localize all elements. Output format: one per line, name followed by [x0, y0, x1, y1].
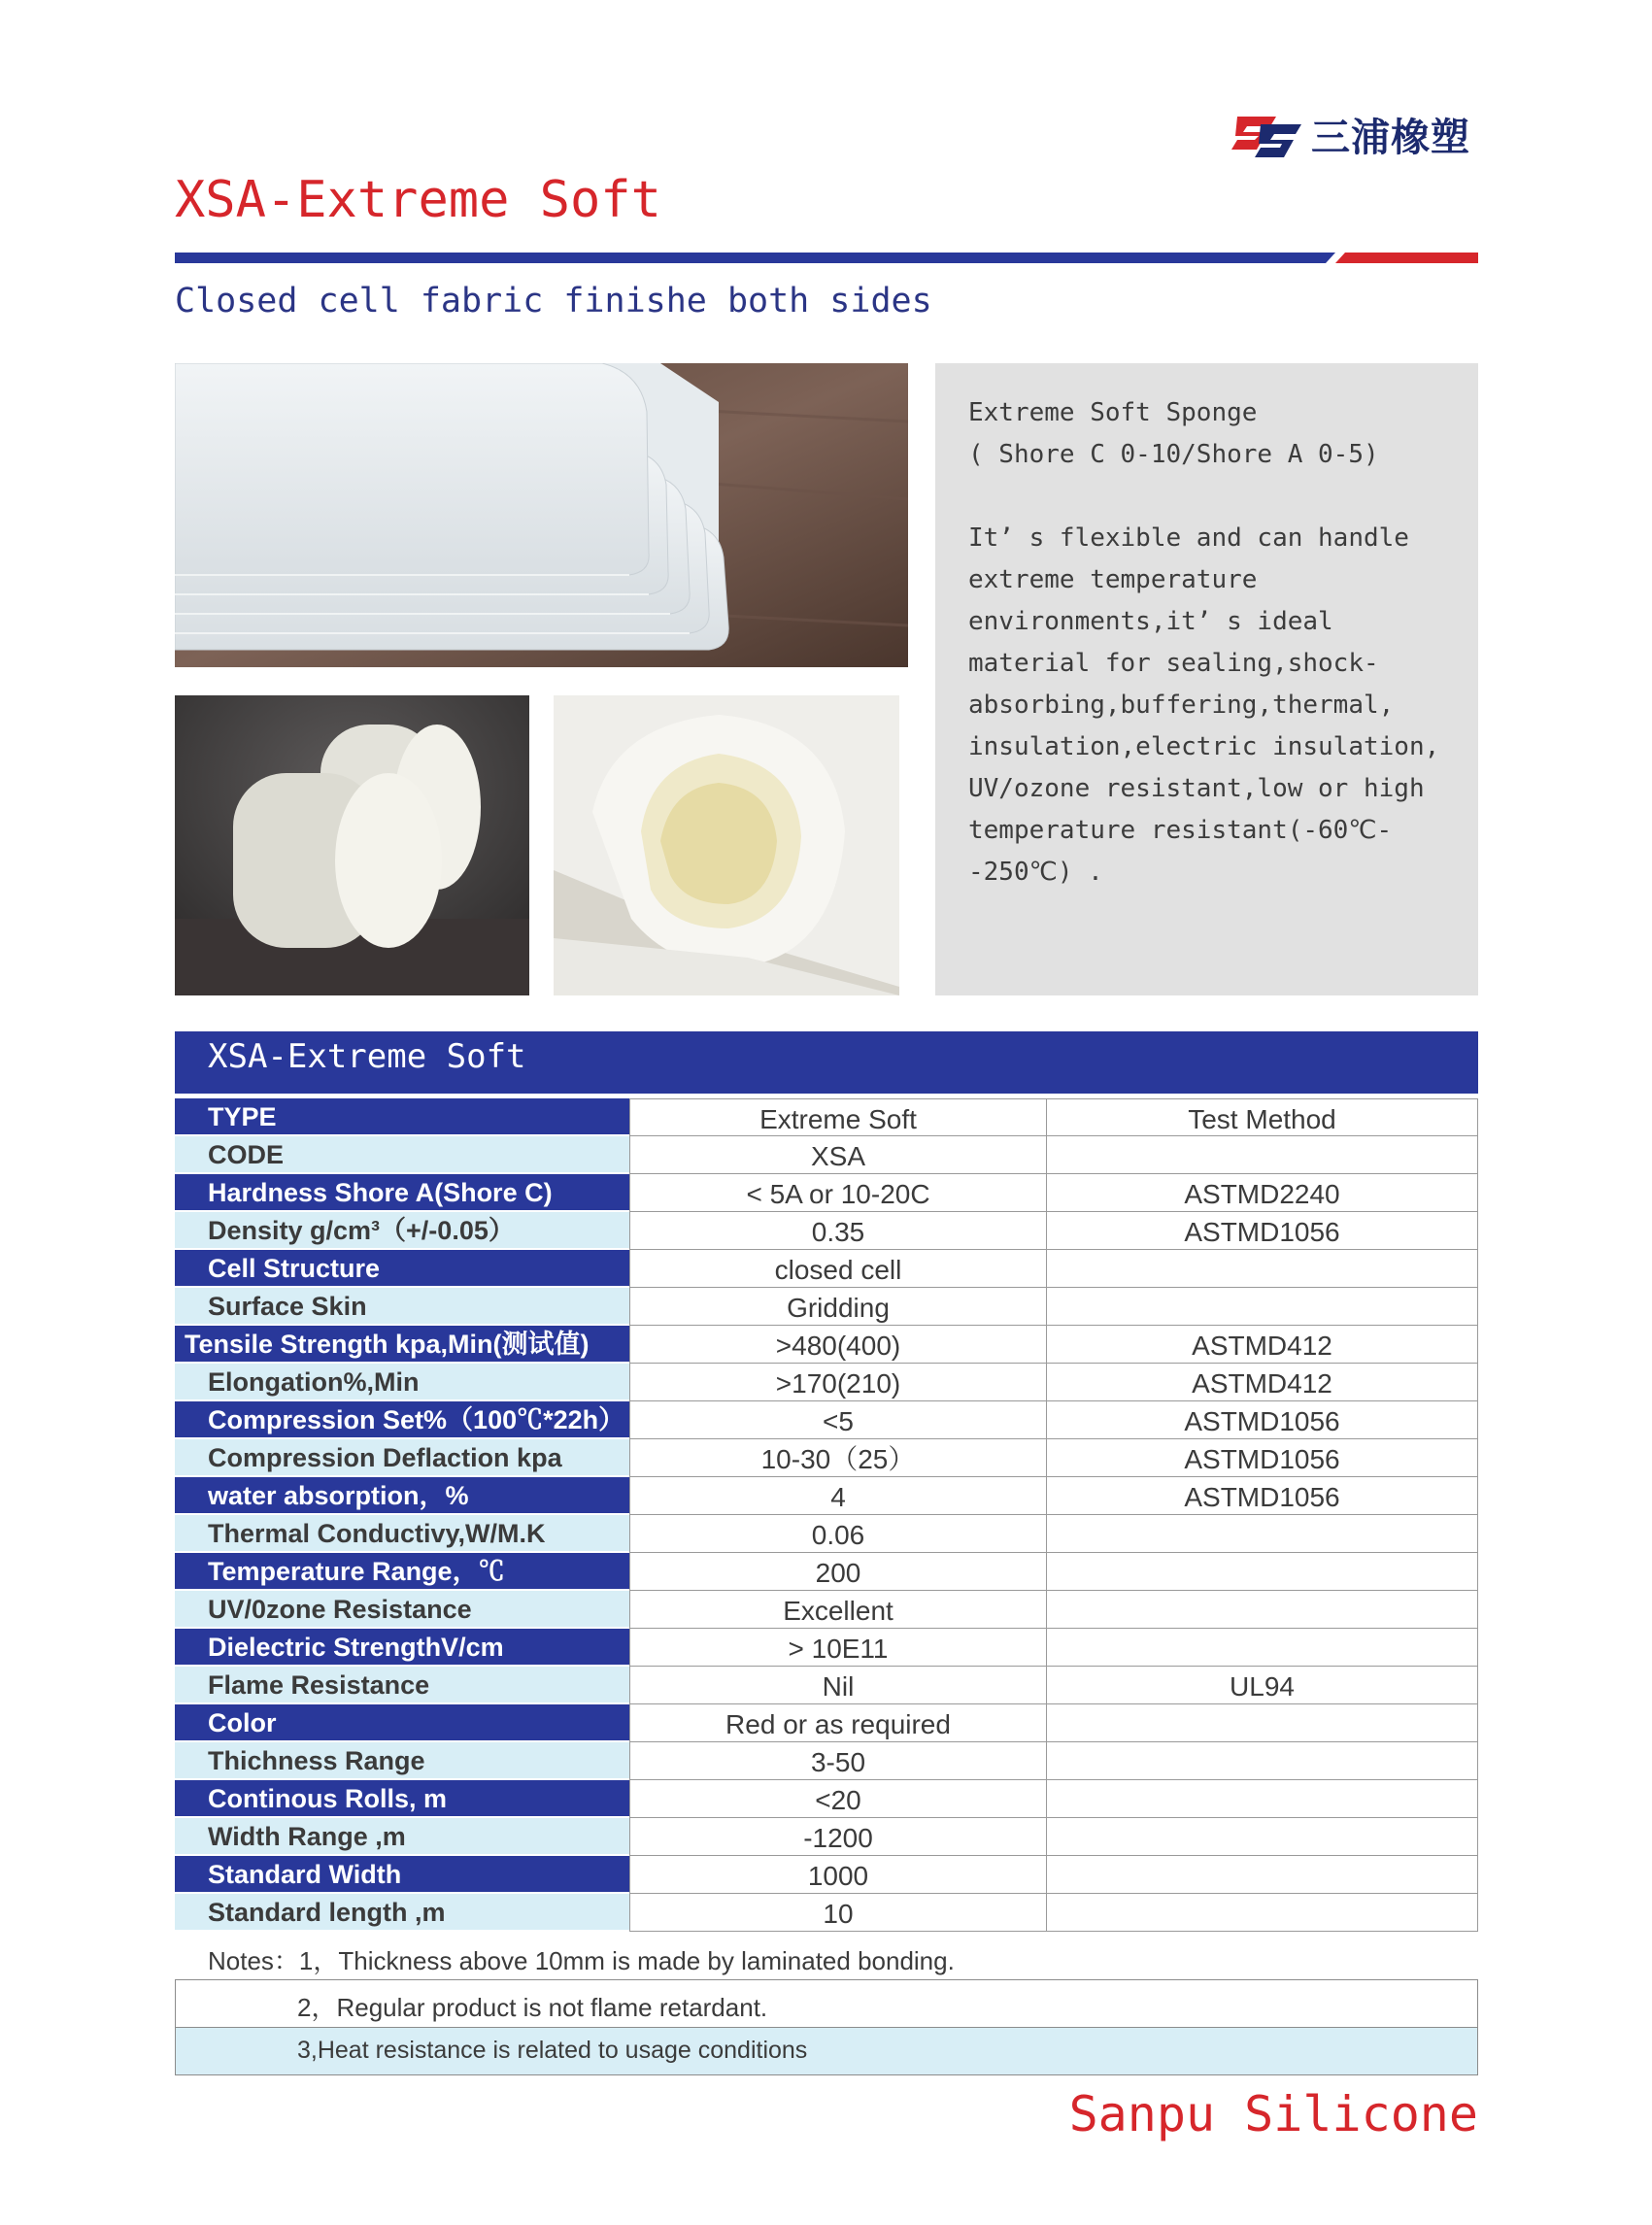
row-test-method — [1046, 1591, 1478, 1629]
row-value: Gridding — [629, 1288, 1046, 1326]
brand-logo — [1231, 105, 1470, 163]
row-test-method: ASTMD2240 — [1046, 1174, 1478, 1212]
row-test-method — [1046, 1856, 1478, 1894]
table-row — [175, 1629, 1478, 1667]
table-row — [175, 1742, 1478, 1780]
row-test-method — [1046, 1894, 1478, 1932]
table-row — [175, 1401, 1478, 1439]
row-test-method — [1046, 1742, 1478, 1780]
row-label: Color — [175, 1704, 629, 1740]
note-3: 3,Heat resistance is related to usage conditions — [297, 2037, 808, 2064]
brand-logo-text: 三浦橡塑 — [1311, 115, 1470, 160]
row-test-method: ASTMD412 — [1046, 1364, 1478, 1401]
row-label: Temperature Range，℃ — [175, 1553, 629, 1589]
table-row — [175, 1818, 1478, 1856]
table-row — [175, 1667, 1478, 1704]
row-label: Cell Structure — [175, 1250, 629, 1286]
table-row — [175, 1553, 1478, 1591]
row-label: TYPE — [175, 1098, 629, 1134]
row-label: Dielectric StrengthV/cm — [175, 1629, 629, 1665]
row-value: 4 — [629, 1477, 1046, 1515]
description-body: It’ s flexible and can handle extreme temperature environments,it’ s ideal material for sealing,shock-absorbing,buffering,thermal, insulation,electric insulation, UV/ozone resistant,low or high temperature resistant(-60℃--250℃) . — [968, 523, 1440, 887]
row-test-method: ASTMD1056 — [1046, 1401, 1478, 1439]
row-test-method — [1046, 1288, 1478, 1326]
row-label: Hardness Shore A(Shore C) — [175, 1174, 629, 1210]
title-divider — [175, 253, 1478, 263]
description-line-1: Extreme Soft Sponge — [968, 398, 1258, 427]
page-subtitle: Closed cell fabric finishe both sides — [175, 282, 932, 320]
spec-table-header — [175, 1031, 1478, 1094]
row-test-method — [1046, 1553, 1478, 1591]
row-label: Compression Deflaction kpa — [175, 1439, 629, 1475]
note-1: Notes：1，Thickness above 10mm is made by laminated bonding. — [208, 1946, 955, 1975]
row-test-method — [1046, 1629, 1478, 1667]
footer-brand: Sanpu Silicone — [1068, 2086, 1478, 2142]
table-row — [175, 1136, 1478, 1174]
row-value: < 5A or 10-20C — [629, 1174, 1046, 1212]
table-row — [175, 1780, 1478, 1818]
row-value: > 10E11 — [629, 1629, 1046, 1667]
table-row — [175, 1288, 1478, 1326]
spec-table — [175, 1098, 1478, 1932]
row-label: Elongation%,Min — [175, 1364, 629, 1399]
spec-table-title: XSA-Extreme Soft — [208, 1037, 526, 1076]
description-text — [968, 392, 1464, 893]
row-label: Standard Width — [175, 1856, 629, 1892]
row-value: Red or as required — [629, 1704, 1046, 1742]
row-label: Standard length ,m — [175, 1894, 629, 1930]
row-label: Density g/cm³（+/-0.05） — [175, 1212, 629, 1248]
row-test-method — [1046, 1704, 1478, 1742]
row-value: 10 — [629, 1894, 1046, 1932]
table-row — [175, 1591, 1478, 1629]
row-value: 3-50 — [629, 1742, 1046, 1780]
table-row — [175, 1364, 1478, 1401]
row-value: XSA — [629, 1136, 1046, 1174]
row-label: Thichness Range — [175, 1742, 629, 1778]
table-row — [175, 1098, 1478, 1136]
table-row — [175, 1212, 1478, 1250]
row-label: Thermal Conductivy,W/M.K — [175, 1515, 629, 1551]
row-label: Continous Rolls, m — [175, 1780, 629, 1816]
row-label: Compression Set%（100℃*22h） — [175, 1401, 629, 1437]
page-title: XSA-Extreme Soft — [175, 171, 661, 229]
table-row — [175, 1250, 1478, 1288]
row-test-method: ASTMD1056 — [1046, 1477, 1478, 1515]
row-value: Excellent — [629, 1591, 1046, 1629]
row-label: CODE — [175, 1136, 629, 1172]
row-value: closed cell — [629, 1250, 1046, 1288]
row-value: >480(400) — [629, 1326, 1046, 1364]
table-row — [175, 1704, 1478, 1742]
sanpu-logo-icon — [1231, 107, 1305, 161]
row-value: Nil — [629, 1667, 1046, 1704]
row-value: 0.06 — [629, 1515, 1046, 1553]
row-label: Width Range ,m — [175, 1818, 629, 1854]
foam-sheets-photo — [175, 363, 908, 667]
table-row — [175, 1477, 1478, 1515]
row-value: Extreme Soft — [629, 1098, 1046, 1136]
table-row — [175, 1326, 1478, 1364]
row-test-method — [1046, 1136, 1478, 1174]
row-test-method — [1046, 1818, 1478, 1856]
row-value: <20 — [629, 1780, 1046, 1818]
row-test-method: ASTMD412 — [1046, 1326, 1478, 1364]
table-row — [175, 1856, 1478, 1894]
foam-roll-fabric-photo — [554, 695, 899, 995]
row-label: UV/0zone Resistance — [175, 1591, 629, 1627]
row-test-method: ASTMD1056 — [1046, 1439, 1478, 1477]
row-value: 0.35 — [629, 1212, 1046, 1250]
row-label: water absorption，% — [175, 1477, 629, 1513]
row-test-method: UL94 — [1046, 1667, 1478, 1704]
row-test-method — [1046, 1250, 1478, 1288]
table-row — [175, 1515, 1478, 1553]
notes-section — [175, 1934, 1478, 2079]
row-label: Surface Skin — [175, 1288, 629, 1324]
table-row — [175, 1894, 1478, 1932]
note-2: 2，Regular product is not flame retardant. — [297, 1993, 768, 2022]
row-test-method: Test Method — [1046, 1098, 1478, 1136]
table-row — [175, 1174, 1478, 1212]
row-value: 10-30（25） — [629, 1439, 1046, 1477]
row-test-method: ASTMD1056 — [1046, 1212, 1478, 1250]
row-value: >170(210) — [629, 1364, 1046, 1401]
row-value: 1000 — [629, 1856, 1046, 1894]
row-value: 200 — [629, 1553, 1046, 1591]
row-test-method — [1046, 1780, 1478, 1818]
row-label: Tensile Strength kpa,Min(测试值) — [175, 1326, 629, 1362]
table-row — [175, 1439, 1478, 1477]
row-value: <5 — [629, 1401, 1046, 1439]
foam-rolls-photo — [175, 695, 529, 995]
description-line-2: ( Shore C 0-10/Shore A 0-5) — [968, 440, 1379, 469]
row-value: -1200 — [629, 1818, 1046, 1856]
row-test-method — [1046, 1515, 1478, 1553]
row-label: Flame Resistance — [175, 1667, 629, 1702]
